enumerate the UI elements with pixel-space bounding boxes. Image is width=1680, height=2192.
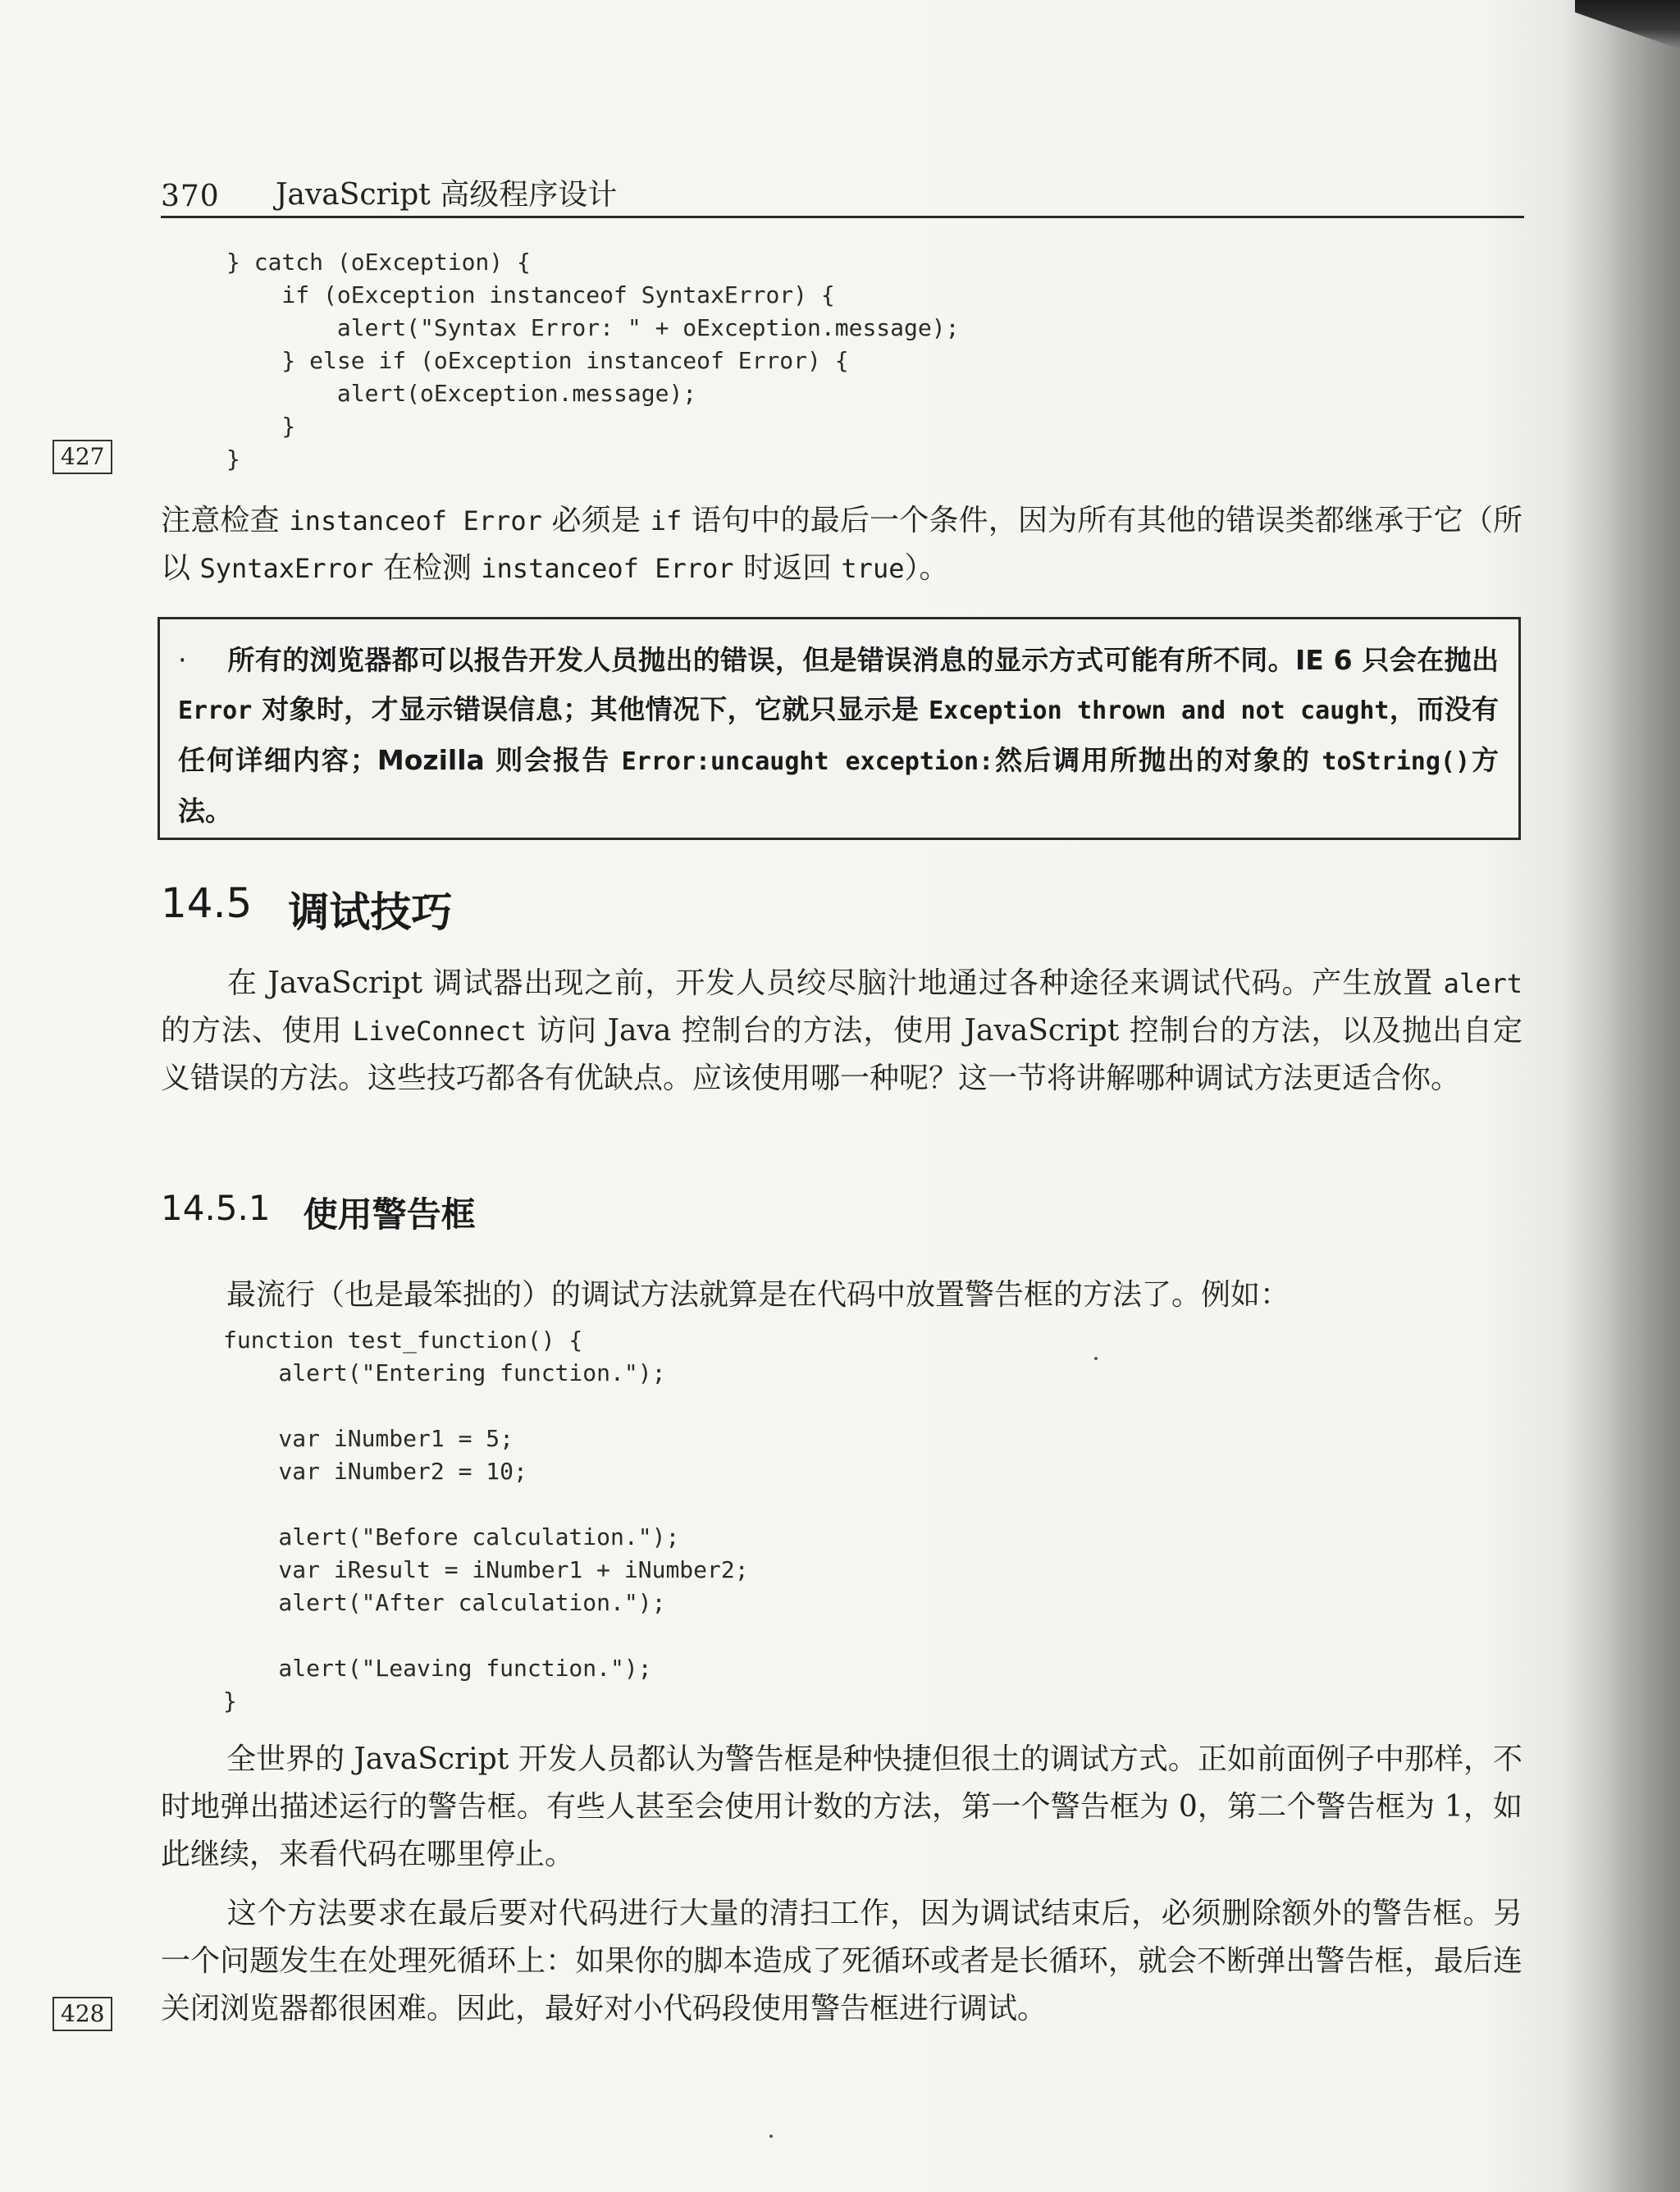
page-binding-shadow xyxy=(1564,0,1680,2192)
margin-ref-428: 428 xyxy=(52,1997,112,2031)
running-header xyxy=(161,164,1522,213)
subsection-title: 使用警告框 xyxy=(303,1194,476,1235)
paragraph-instanceof-note: 注意检查 instanceof Error 必须是 if 语句中的最后一个条件，因为所有其他的错误类都继承于它（所以 SyntaxError 在检测 instanceof Error 时返回 true）。 xyxy=(161,504,1523,585)
book-title: JavaScript 高级程序设计 xyxy=(276,178,618,212)
section-title: 调试技巧 xyxy=(288,888,453,936)
note-box-browser-errors: · 所有的浏览器都可以报告开发人员抛出的错误，但是错误消息的显示方式可能有所不同。IE 6 只会在抛出 Error 对象时，才显示错误信息；其他情况下，它就只显示是 Exception thrown and not caught，而没有任何详细内容；Mozilla 则会报告 Error:uncaught exception:然后调用所抛出的对象的 toString()方法。 xyxy=(158,617,1521,840)
header-rule xyxy=(161,216,1524,218)
subsection-heading xyxy=(161,1188,476,1237)
subsection-number: 14.5.1 xyxy=(161,1188,271,1228)
paragraph-alert-drawbacks: 这个方法要求在最后要对代码进行大量的清扫工作，因为调试结束后，必须删除额外的警告框。另一个问题发生在处理死循环上：如果你的脚本造成了死循环或者是长循环，就会不断弹出警告框，最后连关闭浏览器都很困难。因此，最好对小代码段使用警告框进行调试。 xyxy=(161,1897,1522,2025)
section-number: 14.5 xyxy=(161,879,253,927)
section-heading xyxy=(161,879,452,938)
paragraph-debugging-intro: 在 JavaScript 调试器出现之前，开发人员绞尽脑汁地通过各种途径来调试代码。产生放置 alert 的方法、使用 LiveConnect 访问 Java 控制台的方法，使用 JavaScript 控制台的方法，以及抛出自定义错误的方法。这些技巧都各有优缺点。应该使用哪一种呢？这一节将讲解哪种调试方法更适合你。 xyxy=(161,966,1522,1095)
paragraph-alert-opinion: 全世界的 JavaScript 开发人员都认为警告框是种快捷但很土的调试方式。正如前面例子中那样，不时地弹出描述运行的警告框。有些人甚至会使用计数的方法，第一个警告框为 0，第二个警告框为 1，如此继续，来看代码在哪里停止。 xyxy=(161,1742,1522,1871)
code-block-catch: } catch (oException) { if (oException instanceof SyntaxError) { alert("Syntax Error: " + oException.message); } else if (oException instanceof Error) { alert(oException.message); } } xyxy=(226,249,960,473)
scan-speck xyxy=(769,2135,773,2138)
margin-ref-427: 427 xyxy=(52,440,112,474)
note-bullet: · xyxy=(178,644,187,676)
scan-speck xyxy=(1094,1357,1098,1360)
page-number: 370 xyxy=(161,180,220,213)
paragraph-alert-method: 最流行（也是最笨拙的）的调试方法就算是在代码中放置警告框的方法了。例如： xyxy=(226,1278,1290,1312)
code-block-test-function: function test_function() { alert("Entering function."); var iNumber1 = 5; var iNumber2 = 10; alert("Before calculation."); var iResult = iNumber1 + iNumber2; alert("After calculation."); alert("Leaving function."); } xyxy=(223,1327,749,1715)
